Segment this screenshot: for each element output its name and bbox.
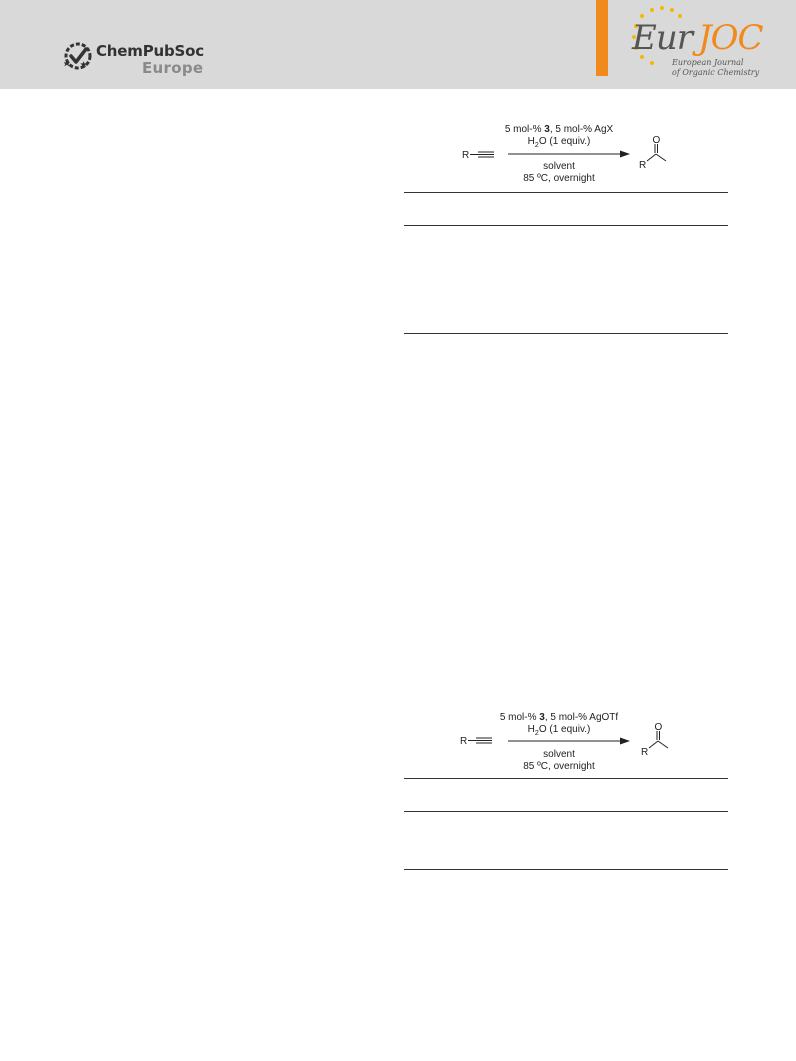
scheme2-silver-salt: , 5 mol-% AgOTf: [544, 712, 619, 723]
journal-logo-joc: JOC: [698, 18, 763, 58]
ketone-substituent-label: R: [641, 747, 649, 758]
publisher-region: Europe: [142, 59, 204, 77]
scheme2-catalyst-number: 3: [539, 712, 545, 723]
scheme1-catalyst-number: 3: [544, 124, 550, 135]
scheme1-condition-line3: solvent: [543, 161, 575, 172]
table1-top-rule: [404, 192, 728, 193]
journal-subtitle-line1: European Journal: [672, 58, 744, 67]
ketone-substituent-label: R: [639, 160, 647, 171]
alkyne-substituent-label: R: [460, 736, 468, 747]
chempubsoc-logo: [62, 40, 212, 80]
scheme1-silver-salt: , 5 mol-% AgX: [549, 124, 614, 135]
alkyne-substituent-label: R: [462, 150, 470, 161]
table2-header-rule: [404, 811, 728, 812]
ketone-oxygen-label: O: [652, 135, 661, 146]
scheme1-condition-line4: 85 ºC, overnight: [523, 173, 595, 184]
scheme1-condition-line1: [484, 124, 634, 136]
scheme2-catalyst-loading: 5 mol-%: [499, 712, 540, 723]
scheme2-condition-line2: $H_2O$ (1 equiv.): [527, 724, 591, 737]
scheme1-catalyst-loading: 5 mol-%: [504, 124, 545, 135]
scheme2-condition-line1: [484, 712, 634, 724]
table1-bottom-rule: [404, 333, 728, 334]
chempubsoc-star-icon: [62, 40, 96, 76]
eurjoc-logo: [612, 0, 796, 89]
page-header: [0, 0, 796, 89]
reaction-scheme-1: [404, 116, 728, 192]
scheme2-condition-line4: 85 ºC, overnight: [523, 761, 595, 772]
journal-logo-eur: Eur: [632, 18, 692, 58]
ketone-oxygen-label: O: [654, 722, 663, 733]
table2-bottom-rule: [404, 869, 728, 870]
journal-subtitle-line2: of Organic Chemistry: [672, 68, 760, 77]
table1-header-rule: [404, 225, 728, 226]
reaction-scheme-2: [404, 702, 728, 778]
table2-top-rule: [404, 778, 728, 779]
scheme1-condition-line2: $H_2O$ (1 equiv.): [527, 136, 591, 149]
publisher-name: ChemPubSoc: [96, 42, 204, 60]
journal-accent-bar: [596, 0, 608, 76]
scheme2-condition-line3: solvent: [543, 749, 575, 760]
